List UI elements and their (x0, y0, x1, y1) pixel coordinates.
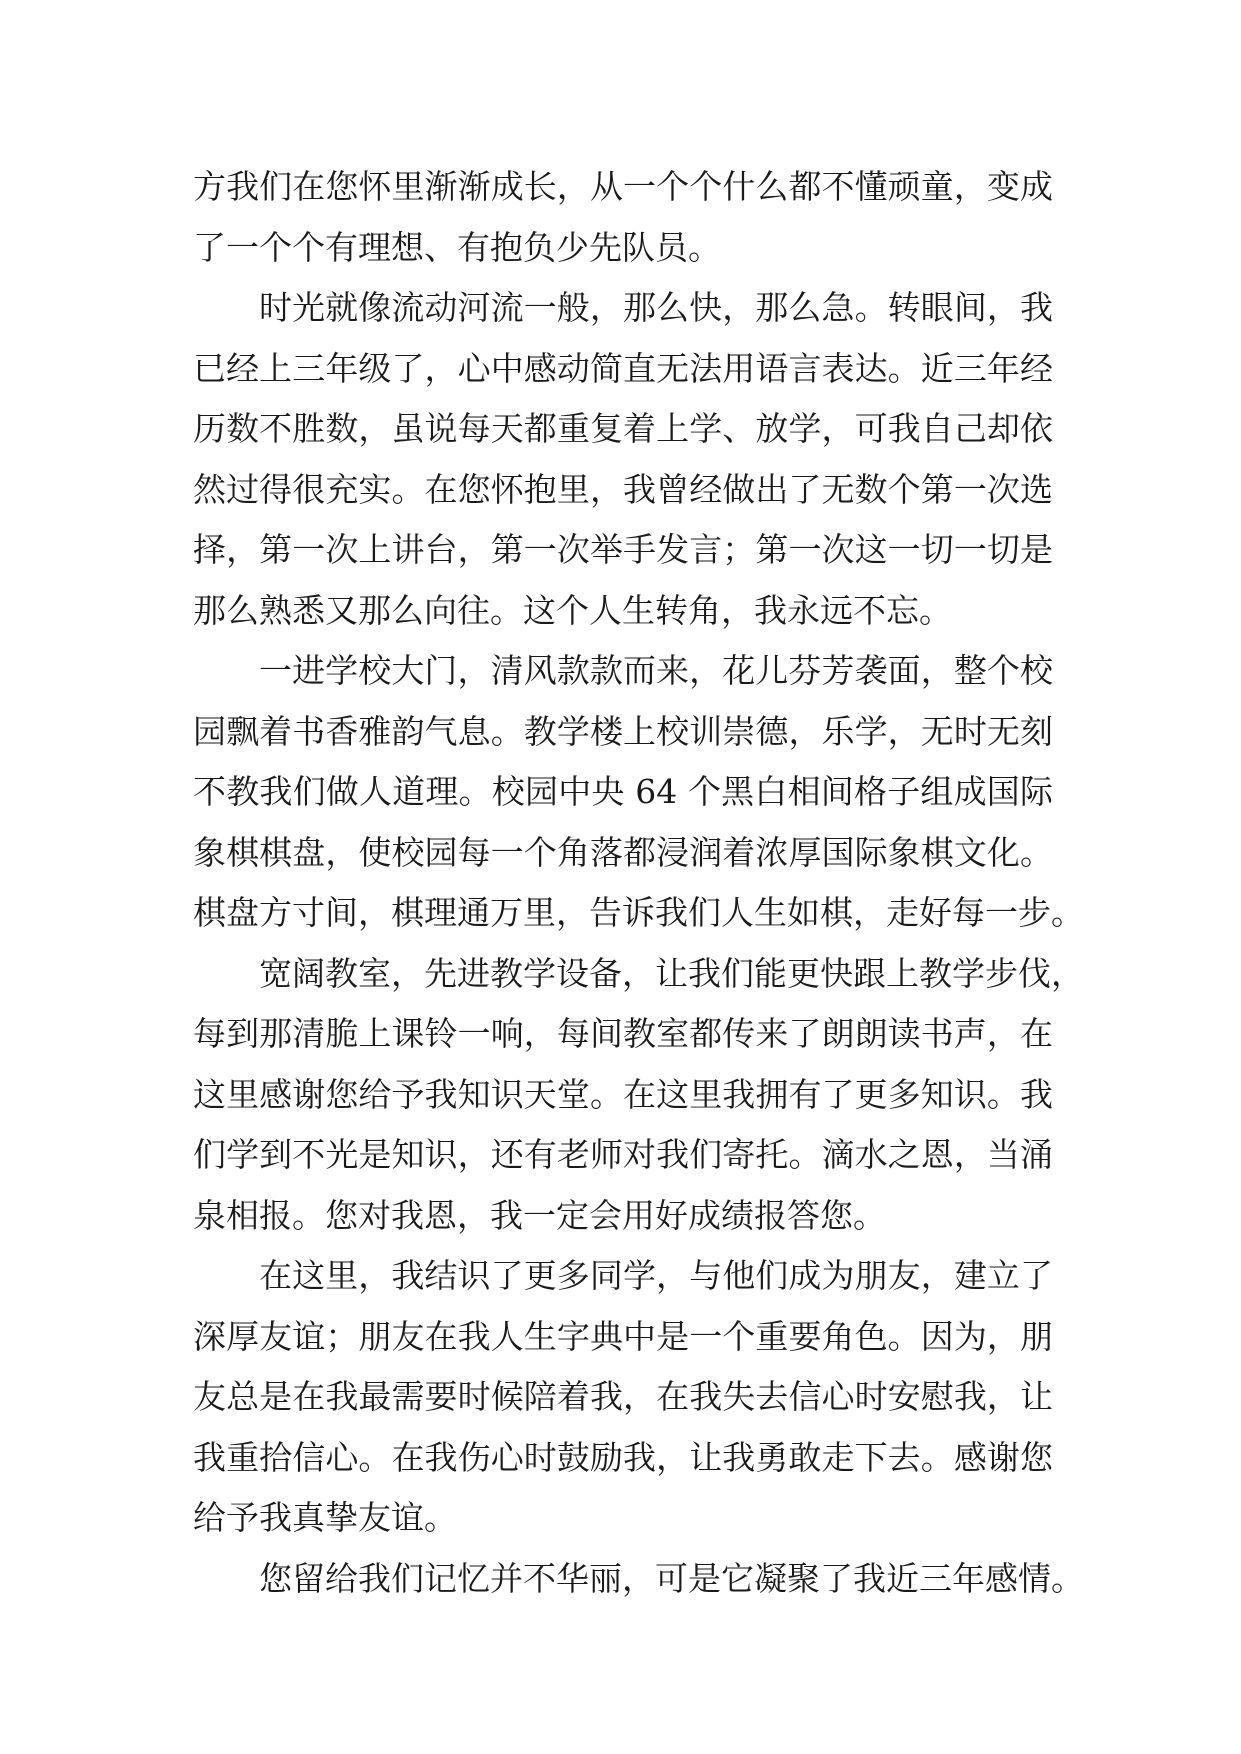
text-line: 方我们在您怀里渐渐成长，从一个个什么都不懂顽童，变成 (193, 167, 1053, 206)
text-line: 友总是在我最需要时候陪着我，在我失去信心时安慰我，让 (193, 1377, 1053, 1416)
text-line: 园飘着书香雅韵气息。教学楼上校训崇德，乐学，无时无刻 (193, 711, 1053, 751)
text-line: 泉相报。您对我恩，我一定会用好成绩报答您。 (193, 1195, 886, 1235)
text-line: 这里感谢您给予我知识天堂。在这里我拥有了更多知识。我 (193, 1074, 1053, 1114)
text-line: 我重拾信心。在我伤心时鼓励我，让我勇敢走下去。感谢您 (193, 1437, 1053, 1477)
text-line: 深厚友谊；朋友在我人生字典中是一个重要角色。因为，朋 (193, 1316, 1053, 1356)
text-line: 宽阔教室，先进教学设备，让我们能更快跟上教学步伐， (259, 953, 1084, 993)
body-text (193, 157, 1084, 1609)
text-line: 一进学校大门，清风款款而来，花儿芬芳袭面，整个校 (259, 651, 1053, 690)
text-line: 不教我们做人道理。校园中央 64 个黑白相间格子组成国际 (193, 772, 1053, 811)
text-line: 象棋棋盘，使校园每一个角落都浸润着浓厚国际象棋文化。 (193, 832, 1053, 872)
text-line: 棋盘方寸间，棋理通万里，告诉我们人生如棋，走好每一步。 (193, 893, 1084, 932)
text-line: 在这里，我结识了更多同学，与他们成为朋友，建立了 (259, 1256, 1053, 1295)
text-line: 每到那清脆上课铃一响，每间教室都传来了朗朗读书声，在 (193, 1014, 1053, 1053)
text-line: 了一个个有理想、有抱负少先队员。 (193, 227, 721, 267)
text-line: 已经上三年级了，心中感动简直无法用语言表达。近三年经 (193, 348, 1053, 388)
text-line: 历数不胜数，虽说每天都重复着上学、放学，可我自己却依 (193, 409, 1053, 448)
text-line: 那么熟悉又那么向往。这个人生转角，我永远不忘。 (193, 590, 952, 630)
text-line: 们学到不光是知识，还有老师对我们寄托。滴水之恩，当涌 (193, 1135, 1053, 1174)
text-line: 择，第一次上讲台，第一次举手发言；第一次这一切一切是 (193, 530, 1053, 569)
text-line: 然过得很充实。在您怀抱里，我曾经做出了无数个第一次选 (193, 469, 1053, 509)
text-line: 时光就像流动河流一般，那么快，那么急。转眼间，我 (259, 288, 1053, 327)
text-line: 给予我真挚友谊。 (193, 1498, 457, 1537)
text-line: 您留给我们记忆并不华丽，可是它凝聚了我近三年感情。 (259, 1558, 1084, 1598)
